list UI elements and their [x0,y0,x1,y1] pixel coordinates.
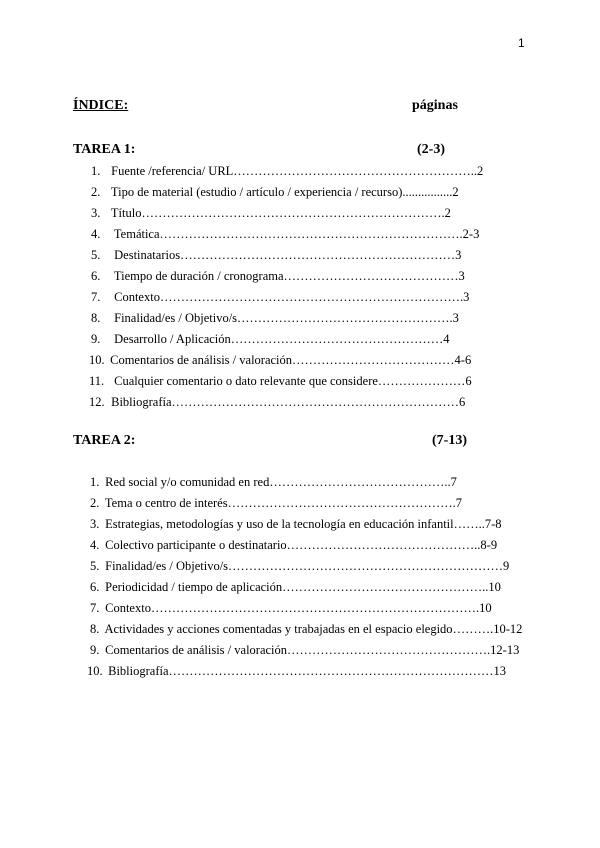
toc-label: Contexto [114,290,160,304]
toc-row [90,559,509,574]
toc-page: 7-8 [484,517,502,531]
toc-page: 3 [458,269,465,283]
toc-number: 4. [91,227,101,241]
toc-leader: …………………………………….. [269,475,451,489]
toc-number: 9. [91,332,101,346]
toc-number: 3. [91,206,101,220]
toc-row [91,269,465,284]
toc-row [89,353,471,368]
toc-page: 10 [488,580,501,594]
toc-leader: ………………………………………………………………. [159,290,464,304]
toc-row [90,538,497,553]
toc-number: 6. [91,269,101,283]
toc-page: 7 [450,475,457,489]
toc-page: 2 [444,206,451,220]
toc-page: 9 [503,559,510,573]
toc-leader: ………. [452,622,494,636]
toc-row [91,311,459,326]
toc-number: 1. [91,164,101,178]
toc-number: 10. [87,664,103,678]
toc-label: Comentarios de análisis / valoración [105,643,288,657]
toc-label: Tiempo de duración / cronograma [113,269,284,283]
toc-row [90,643,519,658]
toc-leader: ……………………………………………. [237,311,453,325]
toc-leader: ………………………………………………. [227,496,456,510]
toc-number: 1. [90,475,100,489]
toc-label: Actividades y acciones comentadas y trabajadas en el espacio elegido [104,622,453,636]
toc-page: 6 [459,395,466,409]
toc-label: Temática [113,227,160,241]
toc-label: Bibliografía [111,395,172,409]
toc-label: Destinatarios [114,248,181,262]
toc-row [90,475,457,490]
toc-row [87,664,506,679]
toc-page: 10 [479,601,492,615]
toc-row [90,496,462,511]
toc-row [89,395,465,410]
toc-label: Estrategias, metodologías y uso de la tecnología en educación infantil [105,517,454,531]
toc-number: 2. [91,185,101,199]
toc-leader: ………………………………………………………… [180,248,456,262]
toc-page: 4-6 [454,353,472,367]
toc-number: 3. [90,517,100,531]
toc-label: Colectivo participante o destinatario [105,538,287,552]
toc-leader: …………………………………………… [230,332,444,346]
toc-label: Finalidad/es / Objetivo/s [114,311,238,325]
toc-leader: ………………………………………………………… [228,559,504,573]
toc-leader: ……………………………………………………………………. [150,601,480,615]
toc-number: 11. [89,374,105,388]
page-number: 1 [518,36,525,50]
toc-number: 7. [90,601,100,615]
toc-leader: ………………………………… [292,353,455,367]
toc-page: 3 [455,248,462,262]
toc-page: 8-9 [480,538,498,552]
section-range-tarea-2: (7-13) [432,433,467,448]
toc-page: 6 [465,374,472,388]
toc-label: Tema o centro de interés [104,496,228,510]
toc-number: 5. [90,559,100,573]
toc-row [91,227,479,242]
toc-row [90,580,501,595]
index-title: ÍNDICE: [73,98,129,113]
toc-row [90,601,492,616]
toc-label: Finalidad/es / Objetivo/s [105,559,229,573]
toc-number: 10. [89,353,105,367]
toc-leader: …………………………………………………………………… [168,664,494,678]
toc-leader: ……………………………………….. [286,538,481,552]
toc-page: 4 [443,332,450,346]
toc-page: 2-3 [462,227,480,241]
toc-leader: …….. [453,517,485,531]
toc-leader: …………………………………………. [287,643,491,657]
toc-number: 8. [91,311,101,325]
toc-row [91,185,459,200]
toc-label: Desarrollo / Aplicación [114,332,231,346]
toc-leader: ………………………………………………………………. [159,227,463,241]
pages-column-label: páginas [412,98,458,113]
toc-number: 4. [90,538,100,552]
toc-label: Tipo de material (estudio / artículo / experiencia / recurso) [110,185,403,199]
toc-number: 8. [90,622,100,636]
toc-label: Comentarios de análisis / valoración [110,353,293,367]
toc-leader: ………………… [377,374,466,388]
toc-row [90,517,502,532]
toc-page: 7 [455,496,462,510]
toc-label: Periodicidad / tiempo de aplicación [105,580,283,594]
toc-row [91,290,469,305]
toc-leader: …………………………………………………………… [171,395,460,409]
section-title-tarea-2: TAREA 2: [73,433,136,448]
toc-page: 2 [477,164,484,178]
toc-label: Bibliografía [108,664,169,678]
toc-label: Red social y/o comunidad en red [105,475,270,489]
toc-label: Cualquier comentario o dato relevante que considere [114,374,378,388]
toc-number: 2. [90,496,100,510]
toc-leader: ………………………………………………….. [233,164,478,178]
toc-number: 12. [89,395,105,409]
toc-row [91,164,483,179]
toc-number: 5. [91,248,101,262]
toc-number: 6. [90,580,100,594]
section-range-tarea-1: (2-3) [417,142,445,157]
toc-leader: ………………………………………….. [282,580,489,594]
toc-page: 2 [452,185,459,199]
toc-row [89,374,472,389]
toc-number: 7. [91,290,101,304]
toc-row [91,206,451,221]
toc-page: 3 [452,311,459,325]
toc-page: 10-12 [493,622,523,636]
toc-number: 9. [90,643,100,657]
toc-page: 3 [463,290,470,304]
toc-leader: …………………………………… [283,269,459,283]
toc-row [90,622,522,637]
toc-page: 13 [493,664,507,678]
toc-label: Título [110,206,142,220]
toc-row [91,248,461,263]
toc-label: Fuente /referencia/ URL [111,164,234,178]
toc-leader: ………………………………………………………………. [141,206,445,220]
section-title-tarea-1: TAREA 1: [73,142,136,157]
toc-label: Contexto [105,601,151,615]
toc-page: 12-13 [490,643,520,657]
toc-leader: ................ [402,185,453,199]
toc-row [91,332,450,347]
